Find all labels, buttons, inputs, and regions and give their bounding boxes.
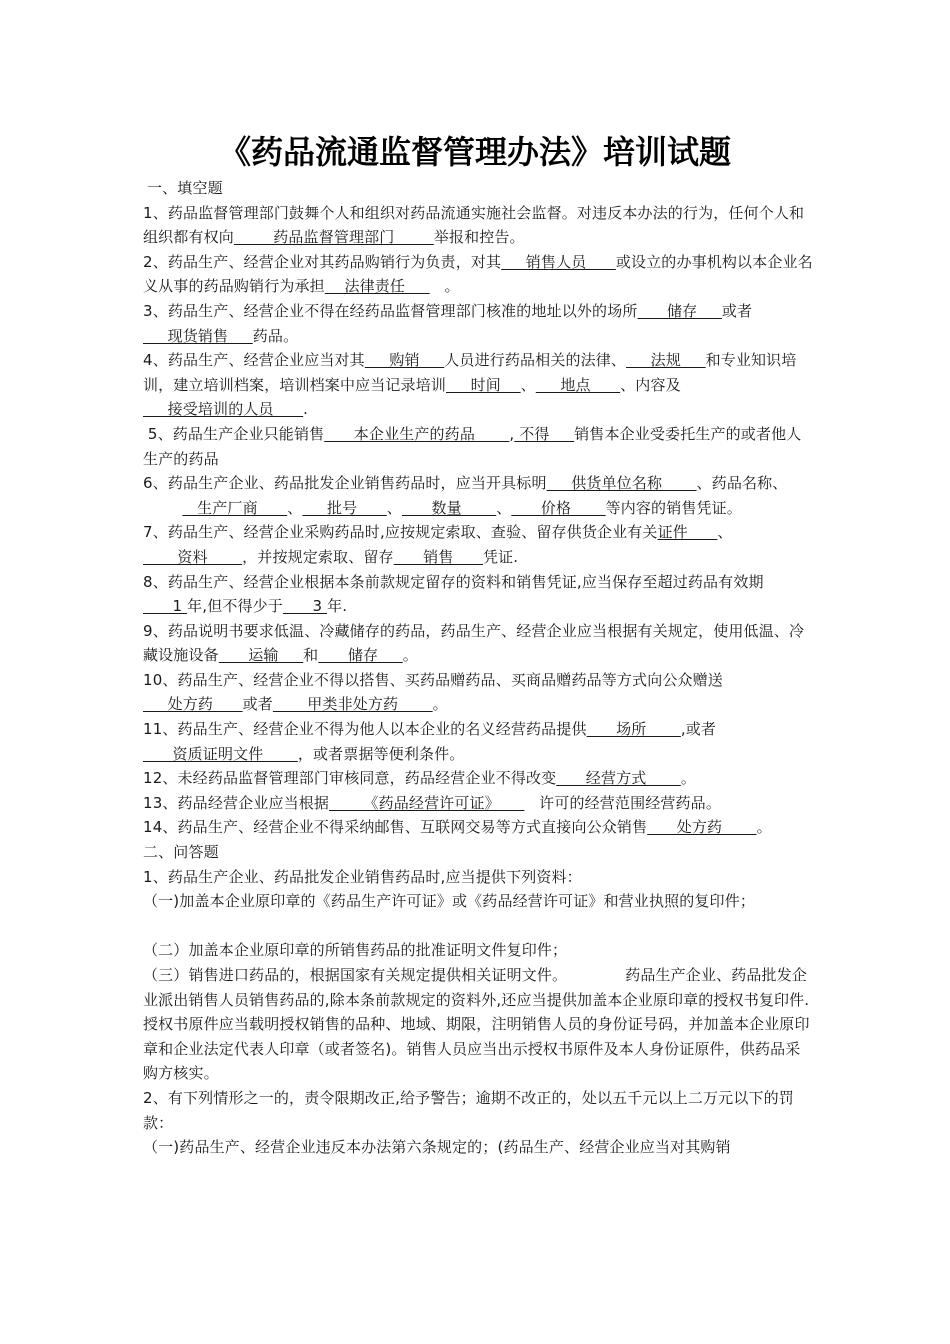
answer-blank: 3: [282, 597, 328, 616]
answer-blank: 批号: [302, 498, 387, 517]
answer-blank: 销售人员: [501, 252, 616, 271]
section-heading-fill: 一、填空题: [147, 179, 223, 197]
answer-blank: 资质证明文件: [143, 744, 298, 763]
question-14: 14、药品生产、经营企业不得采纳邮售、互联网交易等方式直接向公众销售 处方药 。: [143, 818, 772, 837]
answer-blank: 储存: [318, 646, 403, 665]
answer-blank: 销售: [393, 547, 483, 566]
answer-blank: 场所: [586, 720, 681, 739]
qa-question-1: 1、药品生产企业、药品批发企业销售药品时,应当提供下列资料：: [143, 867, 582, 886]
answer-blank: 法规: [626, 351, 706, 370]
question-11: 11、药品生产、经营企业不得为他人以本企业的名义经营药品提供 场所 ,或者 资质证明文件 ，或者票据等便利条件。: [143, 720, 717, 763]
qa-2-item-1: （一)药品生产、经营企业违反本办法第六条规定的；(药品生产、经营企业应当对其购销: [143, 1138, 731, 1157]
question-12: 12、未经药品监督管理部门审核同意，药品经营企业不得改变 经营方式 。: [143, 769, 696, 788]
question-13: 13、药品经营企业应当根据 《药品经营许可证》 许可的经营范围经营药品。: [143, 793, 721, 812]
answer-blank: 处方药: [143, 695, 243, 714]
question-6: 6、药品生产企业、药品批发企业销售药品时，应当开具标明 供货单位名称 、药品名称、 生产厂商 、 批号 、 数量 、 价格 等内容的销售凭证。: [143, 474, 788, 517]
answer-blank: 经营方式: [556, 769, 681, 788]
question-1: 1、药品监督管理部门鼓舞个人和组织对药品流通实施社会监督。对违反本办法的行为，任何个人和组织都有权向 药品监督管理部门 举报和控告。: [143, 203, 805, 247]
question-3: 3、药品生产、经营企业不得在经药品监督管理部门核准的地址以外的场所 储存 或者 现货销售 药品。: [143, 301, 753, 345]
qa-1-item-2: （二）加盖本企业原印章的所销售药品的批准证明文件复印件；: [143, 941, 568, 960]
question-8: 8、药品生产、经营企业根据本条前款规定留存的资料和销售凭证,应当保存至超过药品有效期 1 年,但不得少于 3 年.: [143, 572, 764, 616]
answer-blank: 地点: [535, 375, 621, 394]
answer-blank: 储存: [637, 301, 722, 320]
answer-blank: 处方药: [647, 818, 757, 837]
answer-blank: 生产厂商: [182, 498, 288, 517]
answer-blank: 购销: [364, 351, 445, 370]
question-9: 9、药品说明书要求低温、冷藏储存的药品，药品生产、经营企业应当根据有关规定，使用低温、冷藏设施设备 运输 和 储存 。: [143, 621, 805, 665]
section-heading-qa: 二、问答题: [143, 843, 219, 862]
answer-blank: 证件: [657, 523, 718, 542]
answer-blank: 1: [143, 597, 188, 616]
answer-blank: 供货单位名称: [546, 474, 697, 493]
answer-blank: 价格: [511, 498, 606, 517]
answer-blank: 时间: [446, 375, 521, 394]
question-4: 4、药品生产、经营企业应当对其 购销 人员进行药品相关的法律、 法规 和专业知识培训，建立培训档案，培训档案中应当记录培训 时间 、 地点 、内容及 接受培训的人员 .: [143, 351, 797, 419]
question-10: 10、药品生产、经营企业不得以搭售、买药品赠药品、买商品赠药品等方式向公众赠送 处方药 或者 甲类非处方药 。: [143, 670, 723, 714]
question-7: 7、药品生产、经营企业采购药品时,应按规定索取、查验、留存供货企业有关证件 、 资料 ，并按规定索取、留存 销售 凭证.: [143, 523, 733, 566]
answer-blank: 法律责任: [324, 277, 430, 296]
question-2: 2、药品生产、经营企业对其药品购销行为负责，对其 销售人员 或设立的办事机构以本企业名义从事的药品购销行为承担 法律责任 。: [143, 252, 813, 296]
blank-line: [143, 914, 813, 939]
page-title: 《药品流通监督管理办法》培训试题: [218, 133, 731, 171]
qa-1-item-3: （三）销售进口药品的，根据国家有关规定提供相关证明文件。 药品生产企业、药品批发企业派出销售人员销售药品的,除本条前款规定的资料外,还应当提供加盖本企业原印章的授权书复印件.授权书原件应当载明授权销售的品种、地域、期限，注明销售人员的身份证号码，并加盖本企业原印章和企业法定代表人印章（或者签名)。销售人员应当出示授权书原件及本人身份证原件，供药品采购方核实。: [143, 966, 810, 1083]
qa-1-item-1: （一)加盖本企业原印章的《药品生产许可证》或《药品经营许可证》和营业执照的复印件；: [143, 892, 756, 911]
document-body: [143, 176, 813, 1160]
answer-blank: 接受培训的人员: [143, 400, 304, 419]
answer-blank: 本企业生产的药品: [324, 424, 510, 443]
answer-blank: 不得: [514, 424, 575, 443]
qa-question-2: 2、有下列情形之一的，责令限期改正,给予警告；逾期不改正的，处以五千元以上二万元以下的罚款：: [143, 1088, 794, 1132]
answer-blank: 《药品经营许可证》: [329, 793, 525, 812]
answer-blank: 现货销售: [143, 326, 253, 345]
answer-blank: 甲类非处方药: [272, 695, 433, 714]
answer-blank: 药品监督管理部门: [233, 228, 434, 247]
answer-blank: 运输: [218, 646, 304, 665]
answer-blank: 数量: [401, 498, 497, 517]
question-5: 5、药品生产企业只能销售 本企业生产的药品 , 不得 销售本企业受委托生产的或者他人生产的药品: [143, 424, 802, 468]
answer-blank: 资料: [143, 547, 243, 566]
